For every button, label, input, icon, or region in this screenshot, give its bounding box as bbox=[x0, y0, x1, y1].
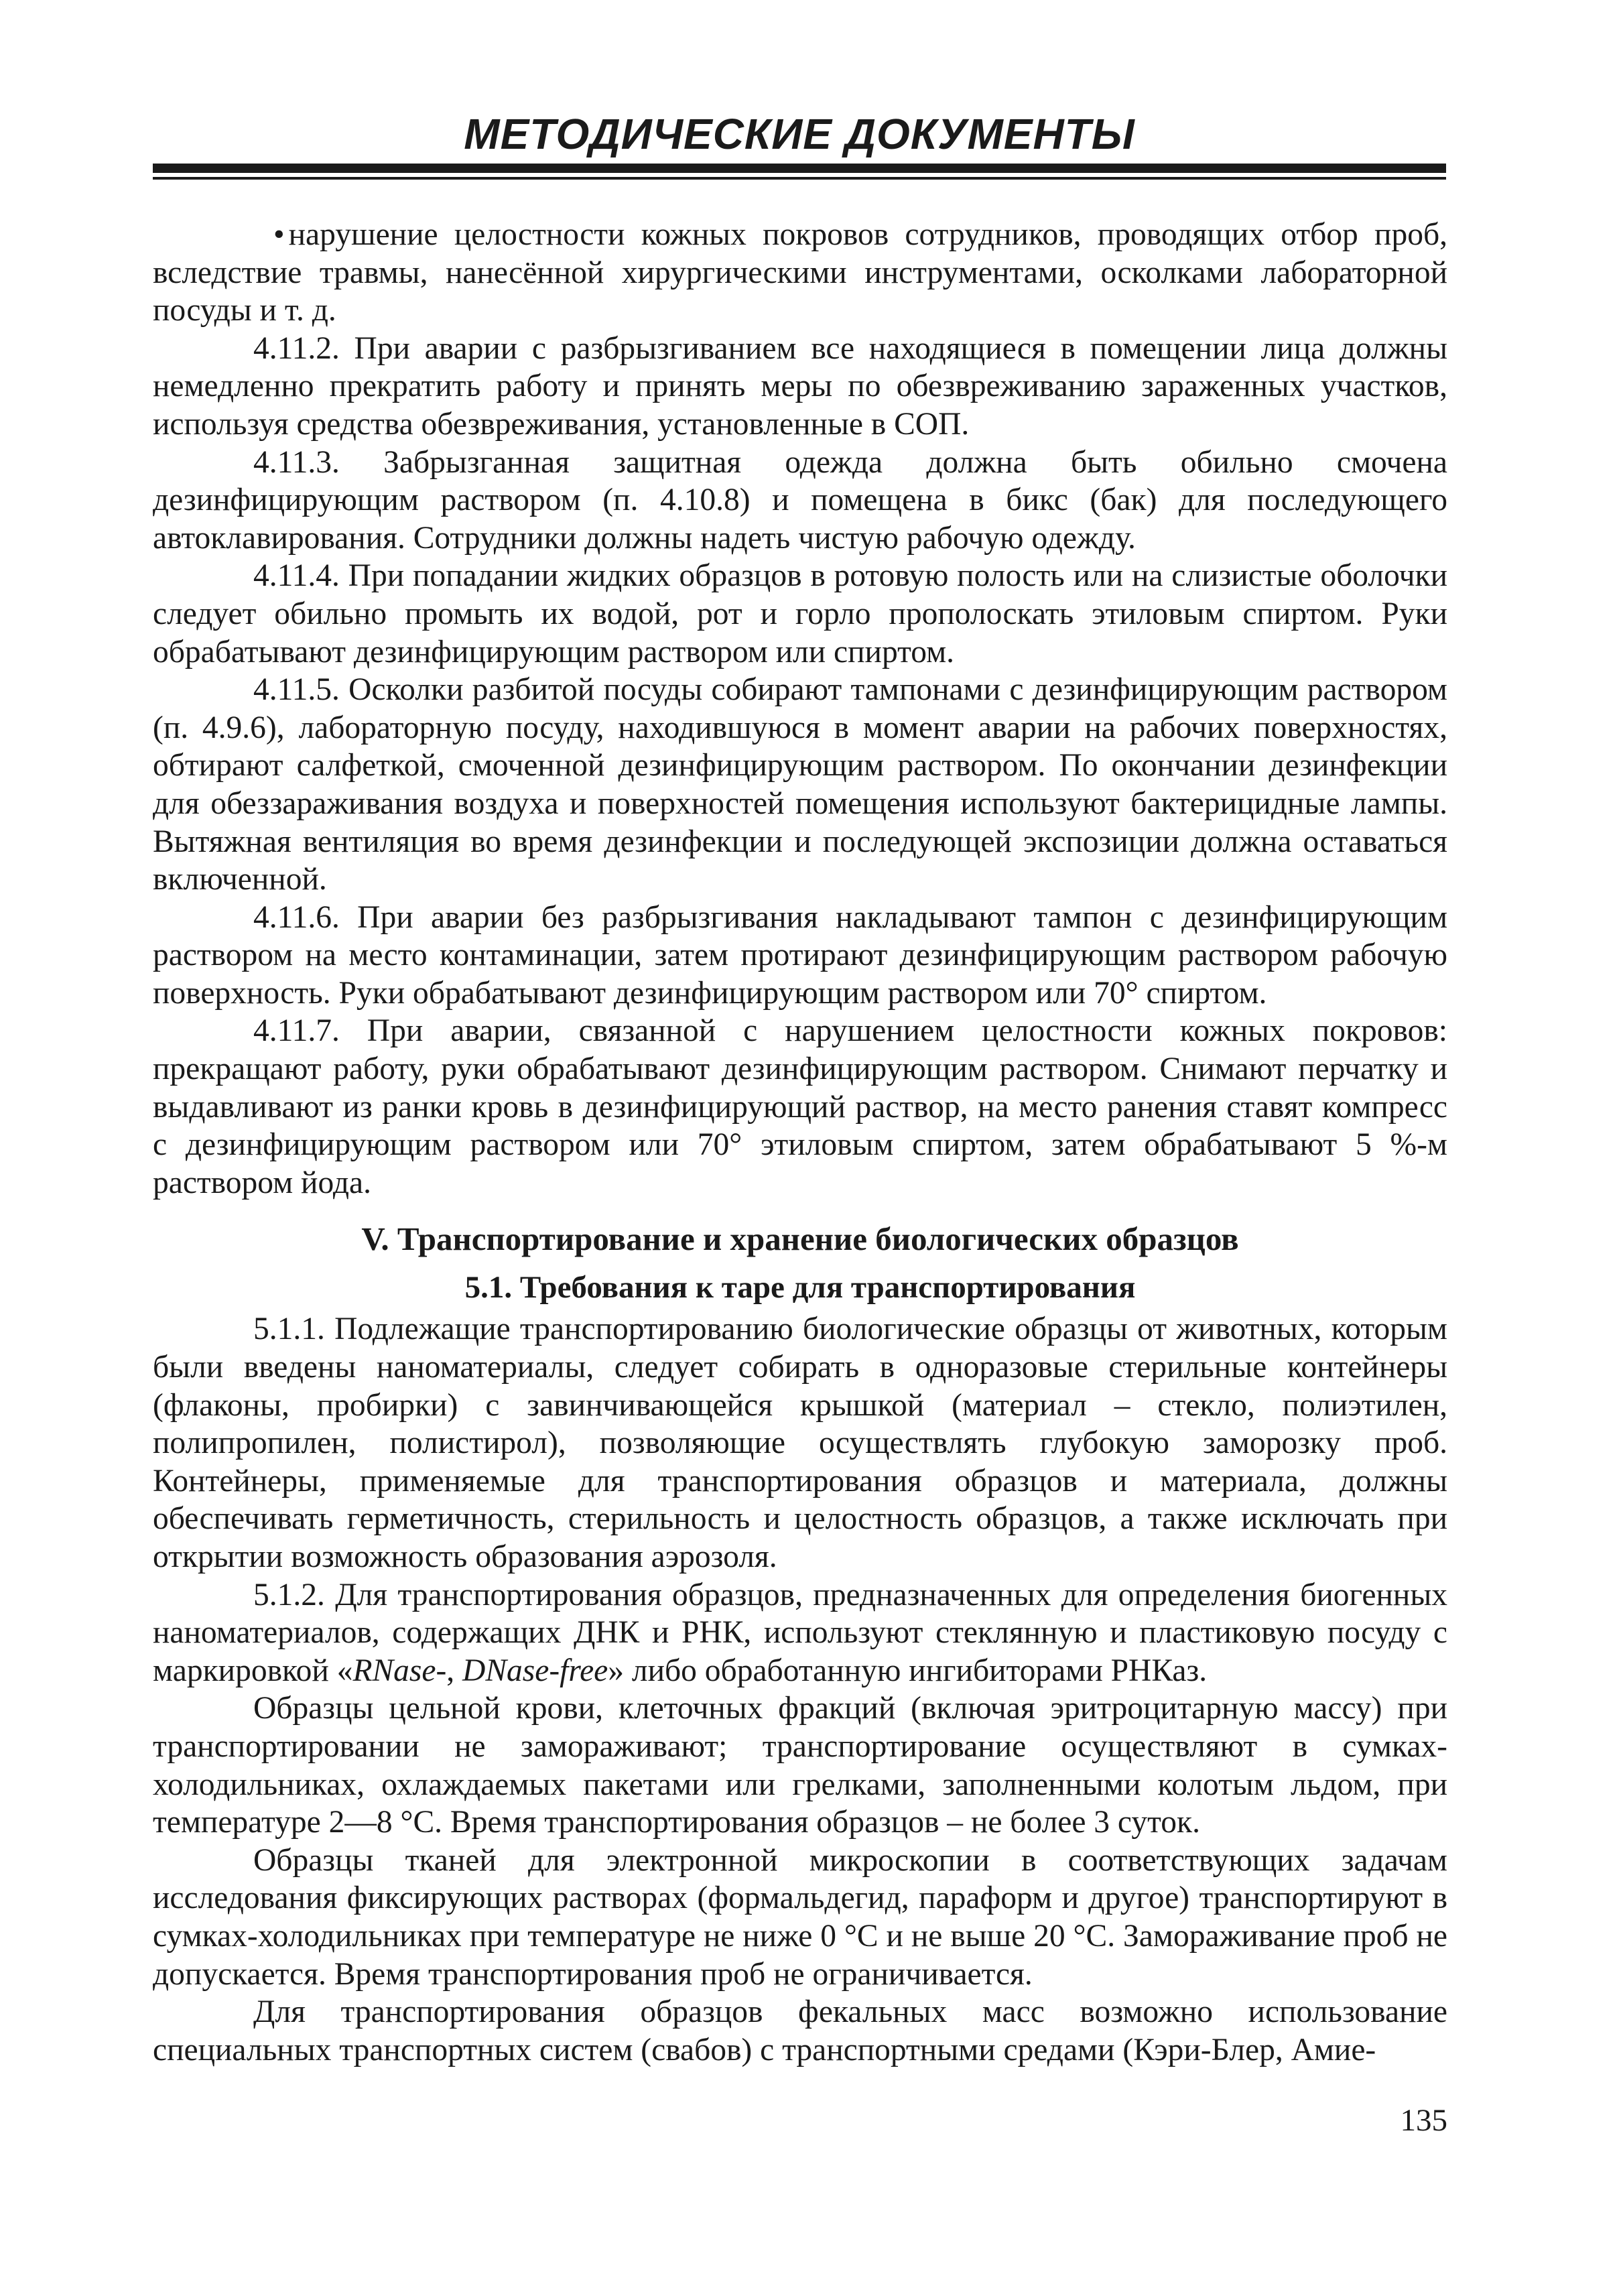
page-header bbox=[153, 107, 1446, 161]
paragraph-4-11-4: 4.11.4. При попадании жидких образцов в ротовую полость или на слизистые оболочки следует обильно промыть их водой, рот и горло прополоскать этиловым спиртом. Руки обрабатывают дезинфицирующим раствором или спиртом. bbox=[153, 558, 1447, 669]
paragraph-4-11-5: 4.11.5. Осколки разбитой посуды собирают тампонами с дезинфицирующим раствором (п. 4.9.6), лабораторную посуду, находившуюся в момент аварии на рабочих поверхностях, обтирают салфеткой, смоченной дезинфицирующим раствором. По окончании дезинфекции для обеззараживания воздуха и поверхностей помещения используют бактерицидные лампы. Вытяжная вентиляция во время дезинфекции и последующей экспозиции должна оставаться включенной. bbox=[153, 672, 1447, 897]
paragraph-4-11-3: 4.11.3. Забрызганная защитная одежда должна быть обильно смочена дезинфицирующим раствором (п. 4.10.8) и помещена в бикс (бак) для последующего автоклавирования. Сотрудники должны надеть чистую рабочую одежду. bbox=[153, 444, 1447, 556]
header-title: МЕТОДИЧЕСКИЕ ДОКУМЕНТЫ bbox=[464, 110, 1135, 158]
bullet-paragraph: • нарушение целостности кожных покровов сотрудников, проводящих отбор проб, вследствие травмы, нанесённой хирургическими инструментами, осколками лабораторной посуды и т. д. bbox=[153, 217, 1447, 328]
page-number: 135 bbox=[1400, 2103, 1447, 2138]
paragraph-fecal: Для транспортирования образцов фекальных масс возможно использование специальных транспортных систем (свабов) с транспортными средами (Кэри-Блер, Амие- bbox=[153, 1994, 1447, 2067]
paragraph-blood: Образцы цельной крови, клеточных фракций (включая эритроцитарную массу) при транспортировании не замораживают; транспортирование осуществляют в сумках-холодильниках, охлаждаемых пакетами или грелками, заполненными колотым льдом, при температуре 2—8 °С. Время транспортирования образцов – не более 3 суток. bbox=[153, 1691, 1447, 1840]
paragraph-4-11-7: 4.11.7. При аварии, связанной с нарушением целостности кожных покровов: прекращают работу, руки обрабатывают дезинфицирующим раствором. Снимают перчатку и выдавливают из ранки кровь в дезинфицирующий раствор, на место ранения ставят компресс с дезинфицирующим раствором или 70° этиловым спиртом, затем обрабатывают 5 %-м раствором йода. bbox=[153, 1013, 1447, 1200]
paragraph-4-11-6: 4.11.6. При аварии без разбрызгивания накладывают тампон с дезинфицирующим раствором на место контаминации, затем протирают дезинфицирующим раствором рабочую поверхность. Руки обрабатывают дезинфицирующим раствором или 70° спиртом. bbox=[153, 899, 1447, 1011]
rnase-label: RNase- bbox=[352, 1653, 447, 1688]
document-body bbox=[153, 216, 1447, 2069]
subsection-title: 5.1. Требования к таре для транспортирования bbox=[464, 1270, 1136, 1305]
header-rule-thin bbox=[153, 177, 1446, 180]
paragraph-5-1-1: 5.1.1. Подлежащие транспортированию биологические образцы от животных, которым были введены наноматериалы, следует собирать в одноразовые стерильные контейнеры (флаконы, пробирки) с завинчивающейся крышкой (материал – стекло, полиэтилен, полипропилен, полистирол), позволяющие осуществлять глубокую заморозку проб. Контейнеры, применяемые для транспортирования образцов и материала, должны обеспечивать герметичность, стерильность и целостность образцов, а также исключать при открытии возможность образования аэрозоля. bbox=[153, 1312, 1447, 1574]
paragraph-5-1-2: 5.1.2. Для транспортирования образцов, предназначенных для определения биогенных наноматериалов, содержащих ДНК и РНК, используют стеклянную и пластиковую посуду с маркировкой «RNase-, DNase-free» либо обработанную ингибиторами РНКаз. bbox=[153, 1577, 1447, 1688]
header-rule-thick bbox=[153, 164, 1446, 173]
dnase-free-label: DNase-free bbox=[462, 1653, 608, 1688]
section-title: V. Транспортирование и хранение биологических образцов bbox=[361, 1220, 1239, 1258]
paragraph-tissue: Образцы тканей для электронной микроскопии в соответствующих задачам исследования фиксирующих растворах (формальдегид, параформ и другое) транспортируют в сумках-холодильниках при температуре не ниже 0 °С и не выше 20 °С. Замораживание проб не допускается. Время транспортирования проб не ограничивается. bbox=[153, 1842, 1447, 1992]
paragraph-4-11-2: 4.11.2. При аварии с разбрызгиванием все находящиеся в помещении лица должны немедленно прекратить работу и принять меры по обезвреживанию зараженных участков, используя средства обезвреживания, установленные в СОП. bbox=[153, 330, 1447, 442]
bullet-icon: • bbox=[273, 217, 285, 252]
